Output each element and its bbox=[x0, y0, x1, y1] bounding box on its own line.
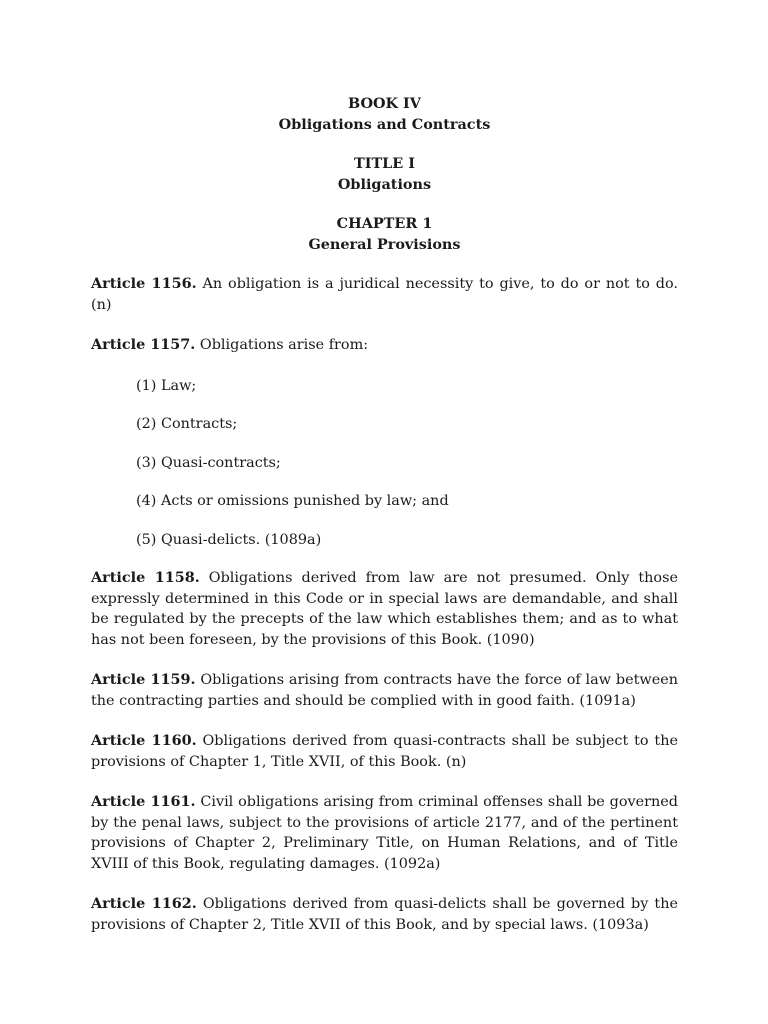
article-text: Obligations arise from: bbox=[195, 337, 369, 353]
title-number: TITLE I bbox=[354, 155, 415, 172]
article-1156 bbox=[91, 274, 678, 315]
article-label: Article 1156. bbox=[91, 275, 197, 292]
article-1157 bbox=[91, 335, 678, 356]
chapter-title: General Provisions bbox=[308, 236, 461, 253]
article-1159 bbox=[91, 670, 678, 711]
title-name: Obligations bbox=[337, 176, 432, 193]
article-text: Obligations derived from quasi-contracts shall be subject to the provisions of Chapter 1, Title XVII, of this Book. (n) bbox=[91, 733, 678, 770]
article-text: Obligations derived from quasi-delicts shall be governed by the provisions of Chapter 2, Title XVII of this Book, and by special laws. (1093a) bbox=[91, 896, 678, 933]
list-item: (5) Quasi-delicts. (1089a) bbox=[136, 531, 322, 548]
list-item: (2) Contracts; bbox=[136, 416, 238, 432]
article-label: Article 1160. bbox=[91, 732, 197, 749]
book-heading bbox=[91, 94, 678, 136]
article-label: Article 1162. bbox=[91, 895, 197, 912]
article-label: Article 1158. bbox=[91, 569, 200, 586]
sources-list bbox=[91, 376, 678, 551]
list-item: (3) Quasi-contracts; bbox=[136, 454, 281, 471]
article-1162 bbox=[91, 894, 678, 935]
chapter-heading bbox=[91, 214, 678, 256]
title-heading bbox=[91, 154, 678, 196]
list-item: (1) Law; bbox=[136, 377, 197, 394]
document-page bbox=[91, 94, 678, 955]
article-text: Civil obligations arising from criminal offenses shall be governed by the penal laws, subject to the provisions of article 2177, and of the pertinent provisions of Chapter 2, Preliminary Title, on Human Relations, and of Title XVIII of this Book, regulating damages. (1092a) bbox=[91, 794, 678, 872]
article-text: Obligations derived from law are not presumed. Only those expressly determined in this Code or in special laws are demandable, and shall be regulated by the precepts of the law which establishes them; and as to what has not been foreseen, by the provisions of this Book. (1090) bbox=[91, 570, 678, 648]
chapter-number: CHAPTER 1 bbox=[336, 215, 433, 232]
article-text: An obligation is a juridical necessity to give, to do or not to do. (n) bbox=[91, 276, 678, 313]
article-1158 bbox=[91, 568, 678, 650]
article-1160 bbox=[91, 731, 678, 772]
book-title: Obligations and Contracts bbox=[278, 116, 491, 133]
book-number: BOOK IV bbox=[348, 95, 421, 112]
article-1161 bbox=[91, 792, 678, 874]
article-label: Article 1161. bbox=[91, 793, 196, 810]
article-label: Article 1157. bbox=[91, 336, 196, 353]
article-text: Obligations arising from contracts have the force of law between the contracting parties and should be complied with in good faith. (1091a) bbox=[91, 672, 678, 709]
article-label: Article 1159. bbox=[91, 671, 196, 688]
list-item: (4) Acts or omissions punished by law; and bbox=[136, 493, 449, 509]
